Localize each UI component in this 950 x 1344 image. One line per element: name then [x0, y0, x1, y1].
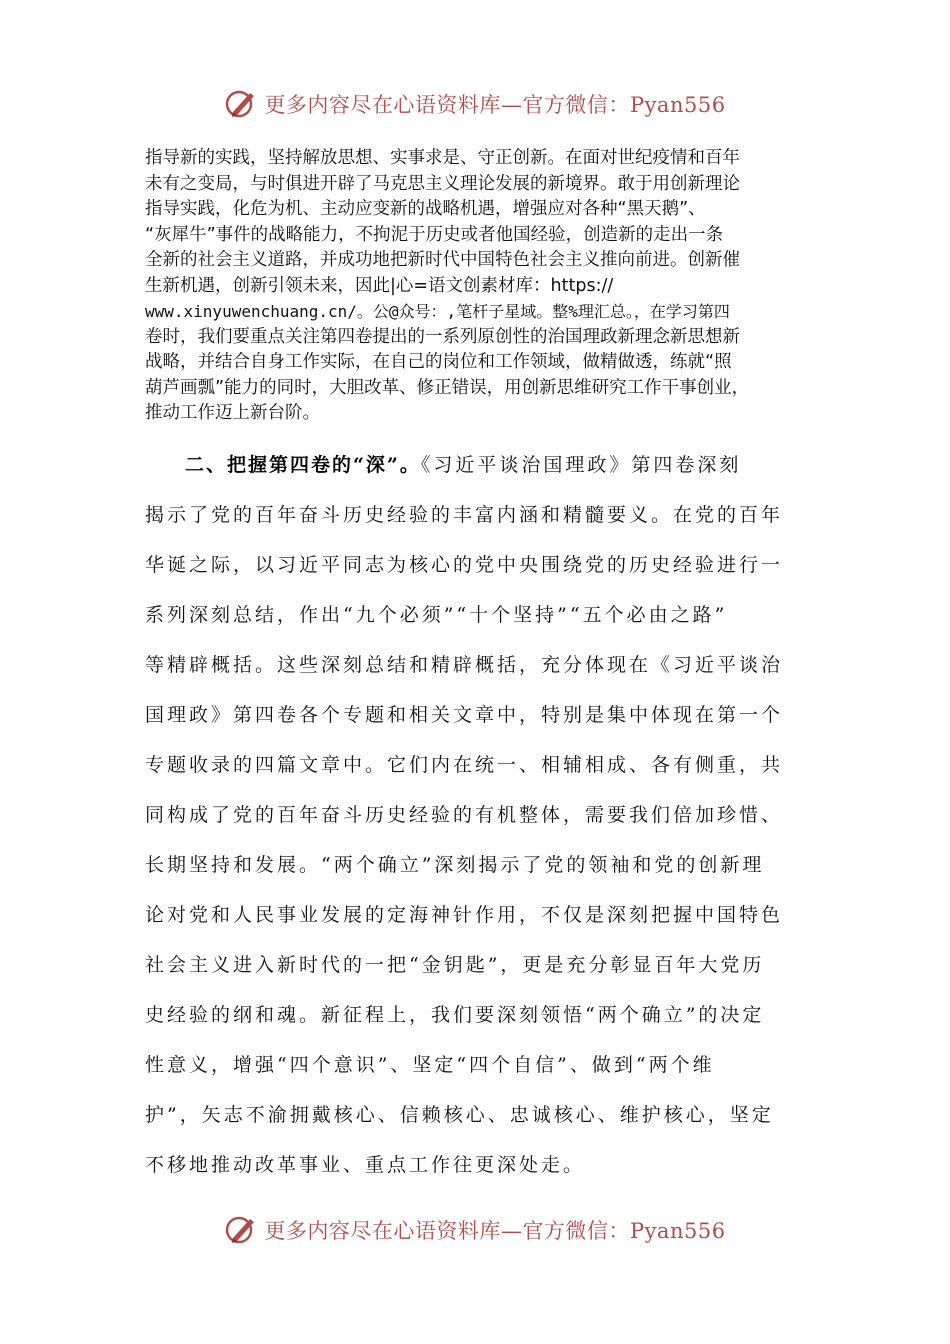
- banner-dash: —: [500, 93, 523, 117]
- paragraph-line: 史经验的纲和魂。新征程上，我们要深刻领悟“两个确立”的决定: [145, 1004, 765, 1026]
- paragraph-line: 专题收录的四篇文章中。它们内在统一、相辅相成、各有侧重，共: [145, 754, 784, 776]
- pen-in-circle-icon: [224, 87, 258, 121]
- paragraph-line: 不移地推动改革事业、重点工作往更深处走。: [145, 1154, 586, 1176]
- paragraph-line: 护”，矢志不渝拥戴核心、信赖核心、忠诚核心、维护核心，坚定: [145, 1104, 774, 1126]
- paragraph-line: 长期坚持和发展。“两个确立”深刻揭示了党的领袖和党的创新理: [145, 854, 765, 876]
- paragraph-line: 战略，并结合自身工作实际，在自己的岗位和工作领域，做精做透，练就“照: [145, 352, 732, 372]
- paragraph-line: 卷时，我们要重点关注第四卷提出的一系列原创性的治国理政新理念新思想新: [145, 326, 740, 347]
- paragraph-line: 指导新的实践，坚持解放思想、实事求是、守正创新。在面对世纪疫情和百年: [145, 148, 740, 168]
- paragraph-line: 等精辟概括。这些深刻总结和精辟概括，充分体现在《习近平谈治: [145, 654, 784, 676]
- paragraph-line: 系列深刻总结，作出“九个必须”“十个坚持”“五个必由之路”: [145, 604, 728, 626]
- banner-text: [264, 89, 725, 119]
- paragraph-line: 生新机遇，创新引领未来，因此|心=语文创素材库：https://: [145, 275, 614, 296]
- paragraph-line: 同构成了党的百年奋斗历史经验的有机整体，需要我们倍加珍惜、: [145, 804, 784, 826]
- banner-main-text: 更多内容尽在心语资料库: [264, 93, 501, 117]
- paragraph-line: 未有之变局，与时俱进开辟了马克思主义理论发展的新境界。敢于用创新理论: [145, 173, 740, 194]
- paragraph-first-line: [145, 440, 810, 490]
- paragraph-line: 揭示了党的百年奋斗历史经验的丰富内涵和精髓要义。在党的百年: [145, 504, 784, 526]
- paragraph-line: 推动工作迈上新台阶。: [145, 403, 320, 423]
- paragraph-line: 华诞之际，以习近平同志为核心的党中央围绕党的历史经验进行一: [145, 554, 784, 576]
- paragraph-first-line-text: 《习近平谈治国理政》第四卷深刻: [420, 454, 742, 476]
- paragraph-line: “灰犀牛”事件的战略能力，不拘泥于历史或者他国经验，创造新的走出一条: [145, 224, 724, 245]
- banner-wechat-label: 官方微信：: [522, 1219, 630, 1243]
- footer-banner: [0, 1210, 950, 1250]
- paragraph-line: 社会主义进入新时代的一把“金钥匙”，更是充分彰显百年大党历: [145, 954, 765, 976]
- paragraph-line: 性意义，增强“四个意识”、坚定“四个自信”、做到“两个维: [145, 1054, 715, 1076]
- paragraph-1: [145, 146, 810, 427]
- banner-main-text: 更多内容尽在心语资料库: [264, 1219, 501, 1243]
- paragraph-line: 论对党和人民事业发展的定海神针作用，不仅是深刻把握中国特色: [145, 904, 784, 926]
- paragraph-line: 国理政》第四卷各个专题和相关文章中，特别是集中体现在第一个: [145, 704, 784, 726]
- paragraph-line: 全新的社会主义道路，并成功地把新时代中国特色社会主义推向前进。创新催: [145, 250, 740, 270]
- pen-in-circle-icon: [224, 1213, 258, 1247]
- paragraph-2: [145, 440, 810, 1190]
- paragraph-line: 葫芦画瓢”能力的同时，大胆改革、修正错误，用创新思维研究工作干事创业，: [145, 377, 750, 398]
- banner-wechat-id: Pyan556: [629, 1219, 726, 1243]
- banner-wechat-label: 官方微信：: [522, 93, 630, 117]
- banner-text: [264, 1215, 725, 1245]
- banner-dash: —: [500, 1219, 523, 1243]
- paragraph-line-url: www.xinyuwenchuang.cn/。公@众号：,笔杆子星域。整%理汇总。，在学习第四: [145, 302, 730, 321]
- paragraph-line: 指导实践，化危为机、主动应变新的战略机遇，增强应对各种“黑天鹅”、: [145, 199, 706, 219]
- banner-wechat-id: Pyan556: [629, 93, 726, 117]
- header-banner: [0, 84, 950, 124]
- section-heading: 二、把握第四卷的“深”。: [185, 454, 421, 476]
